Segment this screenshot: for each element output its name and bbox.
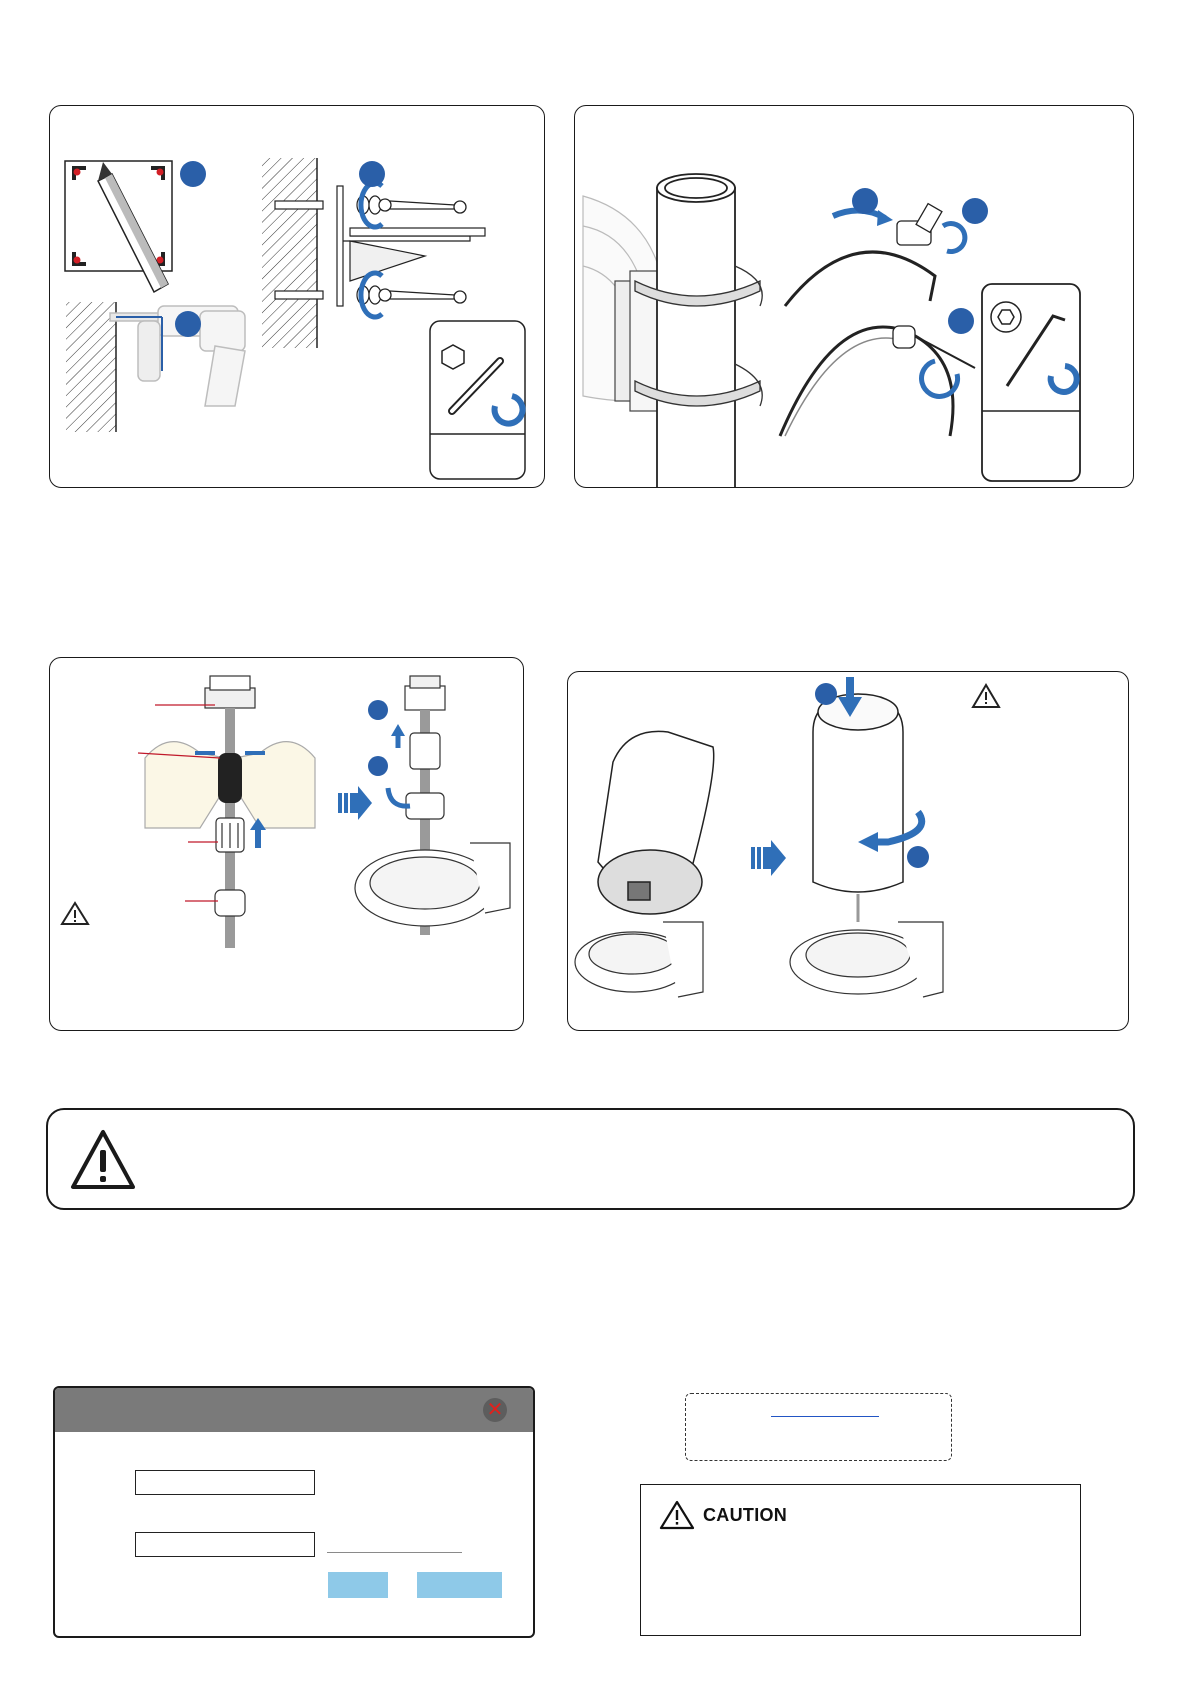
step-2-badge [907, 846, 929, 868]
step-3-badge [948, 308, 974, 334]
step-1-badge [852, 188, 878, 214]
drill-wall [66, 302, 116, 432]
bracket-wall [262, 158, 317, 348]
warning-triangle-icon [73, 1132, 133, 1187]
tool-box [430, 321, 525, 479]
warning-triangle-icon [973, 685, 999, 707]
base-left [575, 922, 703, 997]
dialog-titlebar [55, 1388, 533, 1432]
gland-nut [216, 818, 244, 852]
login-button[interactable] [328, 1572, 388, 1598]
gland-thread-top [205, 676, 255, 708]
forgot-password-link[interactable] [327, 1552, 462, 1553]
warning-bar [46, 1108, 1135, 1210]
gland-thread-right [405, 676, 445, 710]
password-field[interactable] [135, 1532, 315, 1557]
pole [657, 174, 735, 488]
next-step-arrow-icon [338, 786, 372, 820]
sealing-cap [215, 890, 245, 916]
step-1-badge [368, 700, 388, 720]
caution-label: CAUTION [703, 1504, 788, 1525]
next-step-arrow-icon [751, 840, 786, 876]
cancel-button[interactable] [417, 1572, 502, 1598]
cable-gland-panel [49, 657, 524, 1031]
hex-key-box [982, 284, 1080, 481]
caution-header [659, 1499, 787, 1531]
step-2-badge [175, 311, 201, 337]
sealing-plug [218, 753, 242, 803]
pole-mount-panel [574, 105, 1134, 488]
base-right [790, 922, 943, 997]
wall-mount-panel [49, 105, 545, 488]
clamp-screw-top [897, 204, 942, 245]
step-1-badge [180, 161, 206, 187]
clamp-band-top [785, 252, 935, 306]
step-1-badge [815, 683, 837, 705]
login-dialog [53, 1386, 535, 1638]
warning-triangle-icon [659, 1500, 695, 1530]
camera-tilted [598, 731, 714, 914]
step-2-badge [962, 198, 988, 224]
device-url-link[interactable] [771, 1416, 879, 1417]
close-x-icon[interactable]: ✕ [483, 1398, 507, 1422]
username-field[interactable] [135, 1470, 315, 1495]
step-2-badge [368, 756, 388, 776]
step-3-badge [359, 161, 385, 187]
caution-box [640, 1484, 1081, 1636]
device-base-open [355, 843, 510, 926]
attach-camera-panel [567, 671, 1129, 1031]
warning-triangle-icon [62, 903, 88, 924]
camera-upright [813, 694, 903, 892]
url-box [685, 1393, 952, 1461]
